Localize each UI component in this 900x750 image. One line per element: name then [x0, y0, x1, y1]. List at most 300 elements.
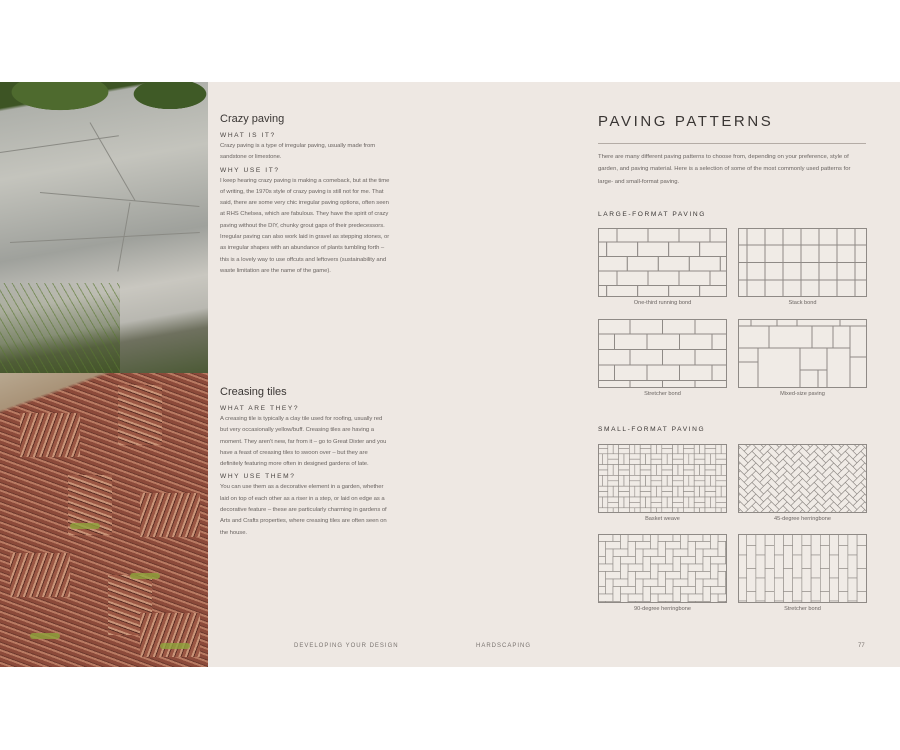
paver: [694, 486, 699, 497]
paver: [793, 555, 802, 578]
paver: [608, 486, 613, 497]
paver: [638, 286, 669, 298]
pattern-basket-weave: [598, 444, 727, 513]
paver: [855, 245, 867, 263]
paver: [811, 578, 820, 601]
paver: [673, 534, 681, 542]
paver: [683, 470, 694, 475]
paver: [738, 263, 747, 281]
paver: [651, 444, 656, 454]
paver: [695, 381, 727, 389]
paver: [617, 271, 648, 286]
paver: [801, 263, 819, 281]
title-divider: [598, 143, 866, 144]
paver: [696, 549, 704, 564]
paver: [640, 454, 645, 465]
paver: [615, 334, 648, 350]
paver: [648, 271, 679, 286]
paver: [673, 459, 684, 464]
paver: [801, 280, 819, 297]
paver: [662, 454, 667, 465]
paver: [716, 497, 727, 502]
paver: [802, 569, 811, 592]
pattern-caption: Stretcher bond: [784, 606, 821, 612]
paver: [819, 228, 837, 245]
paver: [820, 546, 829, 569]
paver: [819, 280, 837, 297]
paver: [598, 594, 613, 602]
paver: [619, 475, 624, 486]
paver: [643, 579, 658, 587]
question-heading: WHAT ARE THEY?: [220, 405, 300, 412]
paver: [700, 465, 705, 476]
paver: [797, 319, 840, 326]
paver: [811, 555, 820, 578]
pattern-caption: 90-degree herringbone: [634, 606, 691, 612]
paver: [663, 381, 696, 389]
paver: [621, 594, 629, 603]
paver: [700, 486, 705, 497]
paver: [673, 475, 684, 480]
paver: [606, 542, 621, 550]
paver: [598, 228, 617, 242]
paver: [651, 475, 662, 480]
paver: [738, 228, 747, 245]
creasing-tiles-photo: [0, 373, 208, 667]
paver: [628, 594, 643, 602]
paver: [718, 594, 727, 602]
paver: [651, 497, 662, 502]
paver: [619, 470, 630, 475]
paver: [703, 534, 711, 542]
paver: [716, 465, 721, 476]
paver: [784, 592, 793, 604]
page-number: 77: [858, 643, 865, 649]
paver: [673, 497, 684, 502]
paver: [651, 486, 656, 497]
paver: [819, 245, 837, 263]
paver: [688, 542, 696, 557]
pattern-vertical-stretcher-bond: [738, 534, 867, 603]
paver: [696, 579, 704, 594]
paver: [718, 542, 726, 557]
answer-text: I keep hearing crazy paving is making a comeback, but at the time of writing, the 1970s style of crazy paving is still not for me. That said, there are some very chic irregular paving options, often seen at RHS Chelsea, which are fabulous. They have the spirit of crazy paving without the DIY, chunky grout gaps of their predecessors. Irregular paving can also work laid in gravel as stepping stones, or as irregular shapes with an abundance of plants tumbling forth – this is a lovely way to use offcuts and leftovers (sustainability and waste limitation are the name of the game).: [220, 177, 390, 274]
paver: [688, 572, 696, 587]
paver: [703, 579, 718, 587]
paver: [710, 271, 727, 286]
paver: [694, 475, 705, 480]
paver: [765, 592, 774, 604]
paver: [774, 578, 783, 601]
paver: [833, 326, 850, 348]
paver: [658, 564, 673, 572]
paver: [662, 497, 667, 508]
paver: [629, 465, 634, 476]
paver: [738, 555, 747, 578]
paver: [666, 579, 674, 594]
paver: [738, 348, 758, 362]
paver: [630, 350, 663, 366]
paver: [774, 534, 783, 555]
footer-chapter: HARDSCAPING: [476, 643, 532, 649]
paver: [640, 470, 651, 475]
paver: [716, 475, 727, 480]
paver: [667, 497, 672, 508]
paver: [689, 454, 694, 465]
paver: [681, 557, 696, 565]
paver: [630, 381, 663, 389]
pattern-one-third-running-bond: [598, 228, 727, 297]
paver: [679, 228, 710, 242]
paver: [635, 465, 640, 476]
paver: [765, 569, 774, 592]
paver: [839, 546, 848, 569]
paver: [648, 228, 679, 242]
paver: [694, 497, 705, 502]
paver: [613, 579, 628, 587]
question-heading: WHY USE IT?: [220, 166, 280, 174]
paver: [658, 542, 666, 557]
paver: [651, 564, 659, 579]
paver: [705, 486, 716, 491]
paver: [651, 534, 659, 549]
paver: [716, 444, 721, 454]
paver: [613, 486, 618, 497]
paver: [801, 245, 819, 263]
paver: [651, 481, 662, 486]
paver: [694, 481, 705, 486]
small-format-heading: SMALL-FORMAT PAVING: [598, 426, 706, 433]
paver: [820, 534, 829, 546]
paver: [777, 319, 797, 326]
paver: [629, 444, 634, 454]
paver: [629, 454, 640, 459]
paver: [619, 465, 630, 470]
paver: [705, 492, 716, 497]
paver: [662, 492, 673, 497]
paver: [678, 486, 683, 497]
paver: [608, 497, 619, 502]
paver: [624, 454, 629, 465]
paver: [783, 280, 801, 297]
paver: [683, 448, 694, 453]
pattern-drawing: [598, 444, 727, 513]
paver: [710, 475, 715, 486]
paver: [598, 557, 606, 565]
paver: [802, 546, 811, 569]
paver: [774, 555, 783, 578]
large-format-heading: LARGE-FORMAT PAVING: [598, 211, 706, 218]
paver: [703, 557, 711, 572]
paver: [669, 242, 700, 257]
paver: [640, 497, 645, 508]
paver: [651, 459, 662, 464]
paver: [820, 569, 829, 592]
paver: [837, 280, 855, 297]
paver: [855, 280, 867, 297]
paver: [638, 242, 669, 257]
paver: [850, 326, 867, 357]
paver: [848, 578, 857, 601]
paver: [619, 486, 630, 491]
paver: [793, 578, 802, 601]
pattern-caption: One-third running bond: [633, 300, 692, 306]
paver: [747, 280, 765, 297]
paver: [839, 592, 848, 604]
paver: [651, 557, 666, 565]
paver: [705, 497, 710, 508]
paver: [608, 454, 619, 459]
pattern-caption: Stack bond: [788, 300, 817, 306]
paver: [747, 546, 756, 569]
paver: [656, 444, 661, 454]
paver: [666, 572, 681, 580]
paver: [784, 534, 793, 546]
paver: [636, 572, 651, 580]
paver: [738, 280, 747, 297]
paver: [769, 326, 812, 348]
paver: [703, 587, 711, 602]
paver: [606, 572, 621, 580]
paver: [718, 564, 727, 572]
paver: [857, 592, 866, 604]
paver: [669, 286, 700, 298]
paver: [747, 245, 765, 263]
paver: [646, 497, 651, 508]
pattern-drawing: [598, 534, 727, 603]
question-heading: WHAT IS IT?: [220, 132, 276, 139]
paver: [598, 486, 608, 491]
paver: [598, 242, 607, 257]
paver: [647, 365, 680, 381]
paver: [683, 486, 694, 491]
paver: [598, 381, 630, 389]
paver: [598, 572, 606, 587]
paver: [747, 534, 756, 546]
pattern-45-herringbone: [738, 444, 867, 513]
paver: [662, 470, 673, 475]
answer-text: A creasing tile is typically a clay tile used for roofing, usually red but very occasionally yellow/buff. Creasing tiles are having a moment. They aren't new, far from it – go to Great Dixter and you have a feast of creasing tiles to swoon over – but they are definitely featuring more often in designed gardens of late.: [220, 416, 387, 468]
paver: [647, 334, 680, 350]
paver: [598, 470, 608, 475]
paver: [673, 454, 684, 459]
paver: [710, 497, 715, 508]
paver: [598, 448, 608, 453]
paver: [765, 245, 783, 263]
paver: [837, 228, 855, 245]
paver: [667, 475, 672, 486]
paver: [783, 245, 801, 263]
paver: [765, 228, 783, 245]
paver: [613, 465, 618, 476]
paver: [598, 286, 607, 298]
paver: [850, 357, 867, 388]
paver: [673, 549, 688, 557]
paver: [793, 534, 802, 555]
paver: [765, 280, 783, 297]
paver: [629, 497, 640, 502]
paver: [710, 228, 727, 242]
paver: [636, 542, 651, 550]
paver: [640, 486, 651, 491]
paver: [712, 365, 727, 381]
paver: [765, 263, 783, 281]
paver: [802, 592, 811, 604]
paver: [673, 557, 681, 572]
paver: [837, 263, 855, 281]
paver: [688, 564, 703, 572]
paver: [598, 319, 630, 334]
question-heading: WHY USE THEM?: [220, 473, 296, 481]
paver: [812, 326, 833, 348]
paver: [646, 454, 651, 465]
paver: [646, 475, 651, 486]
paver: [598, 542, 606, 557]
paver: [651, 587, 666, 595]
paver: [643, 549, 658, 557]
paver: [738, 245, 747, 263]
paver: [635, 486, 640, 497]
paver: [607, 286, 638, 298]
paver: [673, 481, 684, 486]
paver: [751, 319, 777, 326]
paver: [756, 555, 765, 578]
paver: [598, 271, 617, 286]
paver: [629, 459, 640, 464]
paver: [694, 459, 705, 464]
paver: [640, 475, 645, 486]
paver: [721, 465, 726, 476]
paver: [696, 542, 711, 550]
paver: [819, 263, 837, 281]
paver: [837, 245, 855, 263]
paver: [848, 534, 857, 555]
paver: [598, 257, 627, 272]
pattern-stack-bond: [738, 228, 867, 297]
paver: [830, 555, 839, 578]
paver: [602, 497, 607, 508]
paver: [716, 502, 727, 507]
paver: [857, 534, 866, 546]
paver: [718, 572, 726, 587]
paver: [688, 594, 703, 602]
paver: [673, 579, 688, 587]
section-title: Creasing tiles: [220, 386, 287, 398]
paver: [695, 350, 727, 366]
paver: [683, 492, 694, 497]
pattern-mixed-size: [738, 319, 867, 388]
paver: [621, 557, 636, 565]
paver: [710, 454, 715, 465]
paver: [703, 549, 718, 557]
paver: [640, 448, 651, 453]
paver: [621, 564, 629, 579]
paver: [705, 448, 716, 453]
paver: [598, 564, 613, 572]
paver: [651, 502, 662, 507]
paver: [765, 534, 774, 546]
paver: [673, 444, 678, 454]
paver: [666, 549, 674, 564]
paver: [681, 587, 696, 595]
paver: [608, 502, 619, 507]
pattern-90-herringbone: [598, 534, 727, 603]
paver: [628, 542, 636, 557]
pattern-drawing: [598, 228, 727, 297]
page-title: PAVING PATTERNS: [598, 113, 774, 130]
book-spread: [0, 82, 900, 667]
paver: [651, 594, 659, 603]
paver: [615, 365, 648, 381]
paver: [700, 286, 727, 298]
paver: [694, 502, 705, 507]
paver: [673, 502, 684, 507]
paver: [721, 486, 726, 497]
paver: [658, 257, 689, 272]
paver: [608, 444, 613, 454]
paver: [738, 362, 758, 388]
paver: [619, 492, 630, 497]
paver: [627, 257, 658, 272]
paver: [705, 454, 710, 465]
paver: [738, 578, 747, 601]
paver: [678, 465, 683, 476]
intro-text: There are many different paving patterns to choose from, depending on your preference, style of garden, and paving material. Here is a selection of some of the most commonly used patterns for large- and small-format paving.: [598, 154, 851, 185]
paver: [716, 454, 727, 459]
paver: [716, 459, 727, 464]
paver: [738, 319, 751, 326]
paver: [857, 569, 866, 592]
paver: [602, 454, 607, 465]
paver: [711, 564, 719, 579]
paver: [643, 557, 651, 572]
paver: [630, 319, 663, 334]
paver: [678, 444, 683, 454]
paver: [783, 228, 801, 245]
paver: [619, 454, 624, 465]
paver: [598, 465, 608, 470]
paver: [656, 486, 661, 497]
paver: [662, 486, 673, 491]
paver: [608, 465, 613, 476]
paver: [624, 497, 629, 508]
paver: [830, 534, 839, 555]
paver: [613, 557, 621, 572]
paver: [602, 475, 607, 486]
paver: [700, 444, 705, 454]
paver: [629, 475, 640, 480]
paver: [711, 534, 719, 549]
paver: [747, 228, 765, 245]
paver: [651, 465, 656, 476]
paver: [683, 475, 688, 486]
paver: [801, 228, 819, 245]
paver: [651, 454, 662, 459]
pattern-caption: 45-degree herringbone: [774, 516, 831, 522]
crazy-paving-section: [220, 113, 390, 280]
paver: [663, 319, 696, 334]
paver: [635, 444, 640, 454]
pattern-drawing: [738, 534, 867, 603]
paver: [658, 594, 673, 602]
paver: [689, 497, 694, 508]
paver: [747, 569, 756, 592]
section-title: Crazy paving: [220, 113, 285, 125]
paver: [606, 549, 614, 564]
paver: [658, 534, 673, 542]
pattern-caption: Stretcher bond: [644, 391, 681, 397]
paver: [658, 572, 666, 587]
